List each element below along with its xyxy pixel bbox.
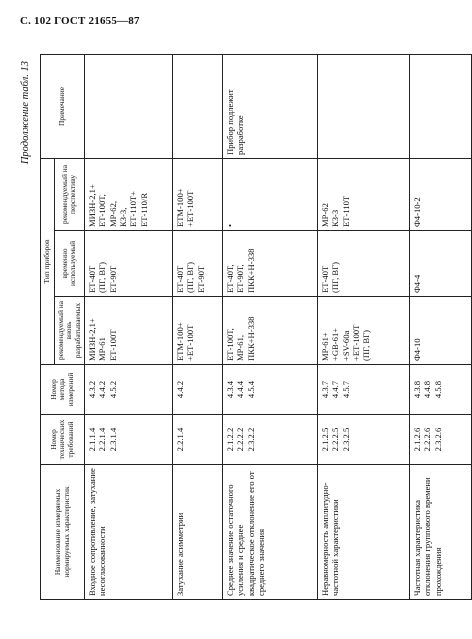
header-device-type: Тип приборов [41,158,55,364]
cell-requirement [318,415,410,465]
cell-requirement-line: 2.2.2.5 [330,427,341,452]
cell-future-line: ЕТ-110/R [138,192,149,227]
cell-temporary [410,231,472,297]
cell-future-line: МИЗН-2,1+ [87,184,98,227]
cell-requirement-line: 2.2.1.4 [97,427,108,452]
cell-temporary [223,231,318,297]
cell-recommended-new-line: +SV-60a [340,330,351,361]
cell-requirement [85,415,173,465]
cell-future-line: +ЕТ-100Т [185,190,196,227]
header-new: рекомендуемый на вновь разрабатываемых [54,297,85,365]
table-row [173,54,223,599]
cell-requirement-line: 2.3.1.4 [107,427,118,452]
cell-recommended-new [318,297,410,365]
table-row [318,54,410,599]
cell-recommended-new-line: МИЗН-2,1+ [87,318,98,361]
cell-method [410,365,472,415]
cell-requirement-line: 2.2.2.6 [422,427,433,452]
cell-method-line: 4.4.2 [175,380,186,399]
cell-method-line: 4.3.2 [87,380,98,399]
cell-recommended-new-line: (ПГ, ВГ) [361,330,372,361]
cell-method-line: 4.3.8 [412,380,423,399]
cell-recommended-new [85,297,173,365]
page-header: С. 102 ГОСТ 21655—87 [20,15,140,27]
cell-temporary-line: ЕТ-40Т [320,265,331,293]
header-method: Номер метода измерений [41,365,85,415]
cell-recommended-new [410,297,472,365]
header-temp: временно используемый [54,231,85,297]
rotated-table-container [20,55,443,600]
cell-method-line: 4.4.7 [330,380,341,399]
cell-temporary-line: ЕТ-90Т [107,265,118,293]
cell-method [318,365,410,415]
cell-temporary-line: ЕТ-90Т [195,265,206,293]
cell-method-line: 4.5.2 [107,380,118,399]
table-caption: Продолжение табл. 13 [20,61,31,165]
cell-recommended-new-line: +ЕТ-100Т [185,324,196,361]
characteristics-table [40,54,472,600]
table-row [223,54,318,599]
cell-requirement-line: 2.1.2.5 [320,427,331,452]
cell-recommended-new-line: ЕТМ-100+ [175,322,186,361]
header-future: рекомендуемый на перспективу [54,158,85,230]
cell-characteristic: Входное сопротивление, затухание несогласованности [85,465,173,600]
cell-requirement-line: 2.2.1.4 [175,427,186,452]
cell-future-line: ЕТМ-100+ [175,188,186,227]
cell-temporary-line: ЕТ-40Т [175,265,186,293]
cell-requirement-line: 2.1.2.2 [225,427,236,452]
table-body [85,54,472,599]
cell-requirement-line: 2.3.2.6 [432,427,443,452]
cell-characteristic: Затухание асимметрии [173,465,223,600]
table-row [410,54,472,599]
cell-future-line: ЕТ-110Т+ [128,190,139,227]
cell-temporary-line: ЕТ-40Т [87,265,98,293]
cell-requirement [223,415,318,465]
cell-temporary-line: (ПГ, ВГ) [185,262,196,293]
cell-method [85,365,173,415]
cell-requirement [173,415,223,465]
table-row [85,54,173,599]
cell-requirement-line: 2.2.2.2 [235,427,246,452]
header-req: Номер технических требований [41,415,85,465]
cell-requirement-line: 2.3.2.5 [340,427,351,452]
cell-method-line: 4.3.4 [225,380,236,399]
cell-requirement-line: 2.1.2.6 [412,427,423,452]
cell-recommended-new-line: МР-61, [235,334,246,361]
cell-temporary [318,231,410,297]
cell-requirement-line: 2.1.1.4 [87,427,98,452]
cell-recommended-new-line: Ф4-10 [412,338,423,361]
cell-future-line: КЗ-3 [330,209,341,227]
cell-recommended-new-line: МР-61 [97,337,108,361]
cell-future [173,158,223,230]
cell-temporary-line: (ПГ, ВГ) [97,262,108,293]
cell-method-line: 4.4.8 [422,380,433,399]
cell-note [173,54,223,158]
cell-recommended-new [173,297,223,365]
cell-temporary [173,231,223,297]
cell-future-line: ЕТ-100Т, [97,194,108,227]
cell-temporary-line: ПКК+Н-338 [245,248,256,293]
cell-recommended-new-line: +GB-61+ [330,327,341,361]
cell-recommended-new-line: +ЕТ-100Т [351,324,361,361]
cell-future [318,158,410,230]
cell-recommended-new-line: ЕТ-100Т [107,329,118,361]
cell-method-line: 4.5.4 [245,380,256,399]
cell-requirement-line: 2.3.2.2 [245,427,256,452]
cell-method-line: 4.4.2 [97,380,108,399]
cell-future [223,158,318,230]
cell-note [85,54,173,158]
cell-characteristic: Неравномерность амплитудно-частотной характеристики [318,465,410,600]
header-note: Примечание [41,54,85,158]
cell-temporary-line: Ф4-4 [412,274,423,293]
cell-temporary-line: ЕТ-40Т, [225,264,236,293]
cell-temporary-line: ЕТ-90Т, [235,264,246,293]
cell-method-line: 4.5.8 [432,380,443,399]
cell-note: Прибор подлежит разработке [223,54,318,158]
cell-future-line: КЗ-3, [118,207,128,227]
cell-method [223,365,318,415]
cell-method-line: 4.5.7 [340,380,351,399]
cell-temporary-line: (ПГ, ВГ) [330,262,341,293]
header-name: Наименование измеряемых нормируемых характеристик [41,465,85,600]
cell-method [173,365,223,415]
cell-future-line: ЕТ-110Т [340,195,351,227]
cell-characteristic: Среднее значение остаточного усиления и среднее квадратическое отклонение его от среднего значения [223,465,318,600]
cell-future [85,158,173,230]
cell-note [410,54,472,158]
cell-future [410,158,472,230]
cell-requirement [410,415,472,465]
cell-recommended-new-line: ЕТ-100Т, [225,328,236,361]
cell-future-line: МР-62 [320,203,331,227]
cell-note [318,54,410,158]
cell-recommended-new-line: МР-61+ [320,332,331,361]
cell-method-line: 4.3.7 [320,380,331,399]
cell-future-line: МР-62, [107,200,118,227]
cell-temporary [85,231,173,297]
cell-future-line: • [225,223,236,227]
cell-method-line: 4.4.4 [235,380,246,399]
cell-recommended-new [223,297,318,365]
cell-future-line: Ф4-10-2 [412,197,423,227]
header-row-1 [41,54,55,599]
cell-characteristic: Частотная характеристика отклонения группового времени прохождения [410,465,472,600]
cell-recommended-new-line: ПКК+Н-338 [245,316,256,361]
